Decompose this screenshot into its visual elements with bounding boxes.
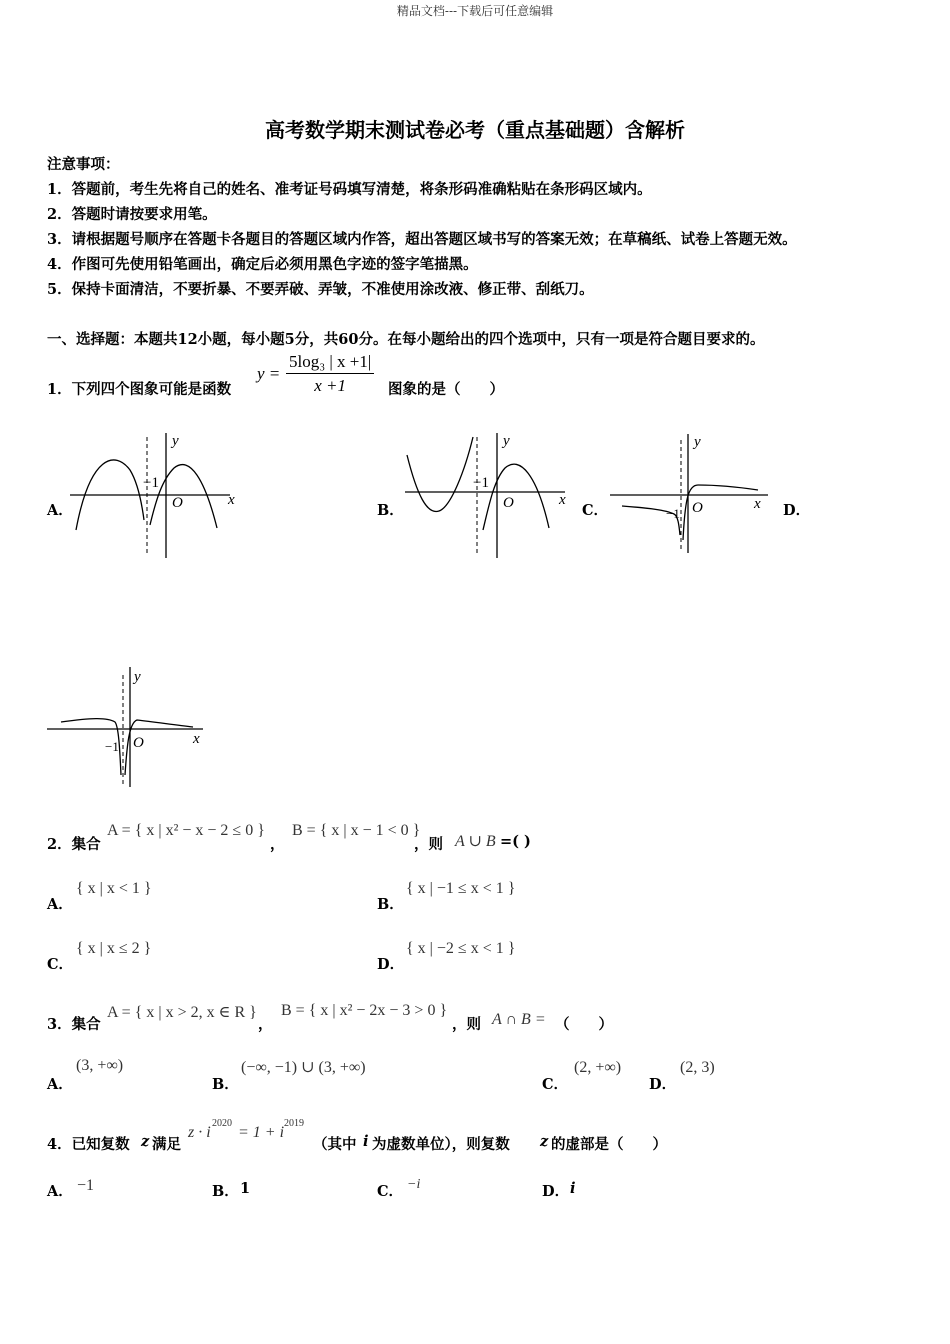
curve-right — [150, 465, 217, 528]
q2-suffix-post: =( ) — [500, 833, 531, 850]
note-item-5: 5．保持卡面清洁，不要折暴、不要弄破、弄皱，不准使用涂改液、修正带、刮纸刀。 — [47, 281, 594, 298]
q4-z-1: z — [141, 1133, 150, 1150]
q1-suffix: 图象的是（ ） — [388, 381, 504, 398]
minus-one-label: −1 — [473, 475, 489, 491]
minus-one-label: −1 — [666, 506, 680, 521]
origin-label: O — [133, 735, 144, 751]
q3-set-a: A = { x | x > 2, x ∈ R } — [107, 1004, 257, 1021]
y-label: y — [503, 433, 510, 449]
q4-suffix-3: 的虚部是（ ） — [551, 1136, 667, 1153]
q2-option-c-value: { x | x ≤ 2 } — [76, 940, 152, 957]
q1-option-b-label: B． — [377, 502, 404, 519]
x-label: x — [754, 496, 761, 512]
curve-left — [407, 437, 473, 512]
q3-option-d-value: (2, 3) — [680, 1059, 715, 1076]
origin-label: O — [172, 495, 183, 511]
q4-z-2: z — [540, 1133, 549, 1150]
origin-label: O — [503, 495, 514, 511]
q3-option-d-label: D． — [649, 1076, 677, 1093]
q3-expr: A ∩ B = — [492, 1011, 546, 1028]
q3-option-a-label: A． — [47, 1076, 73, 1093]
q3-suffix-pre: ，则 — [452, 1016, 481, 1033]
origin-label: O — [692, 500, 703, 516]
q4-option-a-label: A． — [47, 1183, 73, 1200]
section-heading: 一、选择题：本题共12小题，每小题5分，共60分。在每小题给出的四个选项中，只有一项是符合题目要求的。 — [47, 331, 765, 348]
q1-option-c-label: C． — [582, 502, 609, 519]
q3-prefix: 3．集合 — [47, 1016, 101, 1033]
q4-eq-rhs: = 1 + i — [238, 1124, 285, 1141]
q2-option-d-label: D． — [377, 956, 405, 973]
q4-suffix-2: 为虚数单位），则复数 — [372, 1136, 510, 1153]
q2-set-a: A = { x | x² − x − 2 ≤ 0 } — [107, 822, 265, 839]
q1-graph-d — [45, 665, 215, 795]
x-label: x — [228, 492, 235, 508]
q3-set-b: B = { x | x² − 2x − 3 > 0 } — [281, 1002, 448, 1019]
q3-sep: ， — [258, 1016, 273, 1033]
curve-right — [483, 464, 549, 530]
q1-func-denominator: x +1 — [314, 376, 347, 395]
y-label: y — [134, 669, 141, 685]
q4-option-a-value: −1 — [77, 1177, 95, 1194]
q1-func-y: y = — [257, 364, 281, 383]
q2-option-b-value: { x | −1 ≤ x < 1 } — [406, 880, 516, 897]
q3-option-a-value: (3, +∞) — [76, 1057, 124, 1074]
q4-suffix-1: （其中 — [313, 1136, 357, 1153]
q1-function-fraction — [286, 352, 374, 396]
q4-option-d-label: D． — [542, 1183, 570, 1200]
q2-option-a-label: A． — [47, 896, 73, 913]
q2-set-b: B = { x | x − 1 < 0 } — [292, 822, 421, 839]
q3-option-b-label: B． — [212, 1076, 239, 1093]
q4-option-c-value: −i — [407, 1177, 421, 1192]
q3-option-b-value: (−∞, −1) ∪ (3, +∞) — [241, 1059, 366, 1076]
q1-graph-a — [60, 425, 245, 565]
q4-eq-lhs: z · i — [188, 1124, 211, 1141]
page-header: 精品文档---下载后可任意编辑 — [396, 4, 554, 18]
q2-prefix: 2．集合 — [47, 836, 101, 853]
q4-option-d-value: i — [570, 1180, 576, 1197]
q2-sep: ， — [270, 836, 285, 853]
note-item-2: 2．答题时请按要求用笔。 — [47, 206, 217, 223]
q4-mid-1: 满足 — [152, 1136, 181, 1153]
q2-suffix-pre: ，则 — [414, 836, 443, 853]
q2-option-d-value: { x | −2 ≤ x < 1 } — [406, 940, 516, 957]
x-label: x — [193, 731, 200, 747]
q4-option-b-label: B． — [212, 1183, 239, 1200]
page-title: 高考数学期末测试卷必考（重点基础题）含解析 — [265, 118, 685, 142]
q1-func-numerator: 5log₃ | x +1| — [286, 352, 374, 374]
note-item-3: 3．请根据题号顺序在答题卡各题目的答题区域内作答，超出答题区域书写的答案无效；在草稿纸、试卷上答题无效。 — [47, 231, 797, 248]
q4-eq-exp2: 2019 — [284, 1118, 304, 1129]
q2-option-b-label: B． — [377, 896, 404, 913]
minus-one-label: −1 — [143, 475, 159, 491]
q1-graph-c — [608, 430, 773, 560]
q4-eq-exp1: 2020 — [212, 1118, 232, 1129]
q1-prefix: 1．下列四个图象可能是函数 — [47, 381, 232, 398]
q2-option-a-value: { x | x < 1 } — [76, 880, 152, 897]
q3-option-c-value: (2, +∞) — [574, 1059, 622, 1076]
q2-option-c-label: C． — [47, 956, 74, 973]
minus-one-label: −1 — [105, 739, 119, 754]
q2-expr: A ∪ B — [455, 833, 496, 850]
notes-heading: 注意事项： — [47, 156, 120, 173]
q4-prefix: 4．已知复数 — [47, 1136, 130, 1153]
q1-option-a-label: A． — [47, 502, 73, 519]
x-label: x — [559, 492, 566, 508]
q4-option-c-label: C． — [377, 1183, 404, 1200]
q4-i: i — [363, 1133, 369, 1150]
q3-suffix-post: （ ） — [555, 1016, 613, 1033]
q1-graph-b — [395, 425, 575, 565]
y-label: y — [172, 433, 179, 449]
note-item-4: 4．作图可先使用铅笔画出，确定后必须用黑色字迹的签字笔描黑。 — [47, 256, 478, 273]
q4-option-b-value: 1 — [240, 1180, 251, 1197]
q1-option-d-label: D． — [783, 502, 811, 519]
y-label: y — [694, 434, 701, 450]
note-item-1: 1．答题前，考生先将自己的姓名、准考证号码填写清楚，将条形码准确粘贴在条形码区域内。 — [47, 181, 652, 198]
q3-option-c-label: C． — [542, 1076, 569, 1093]
